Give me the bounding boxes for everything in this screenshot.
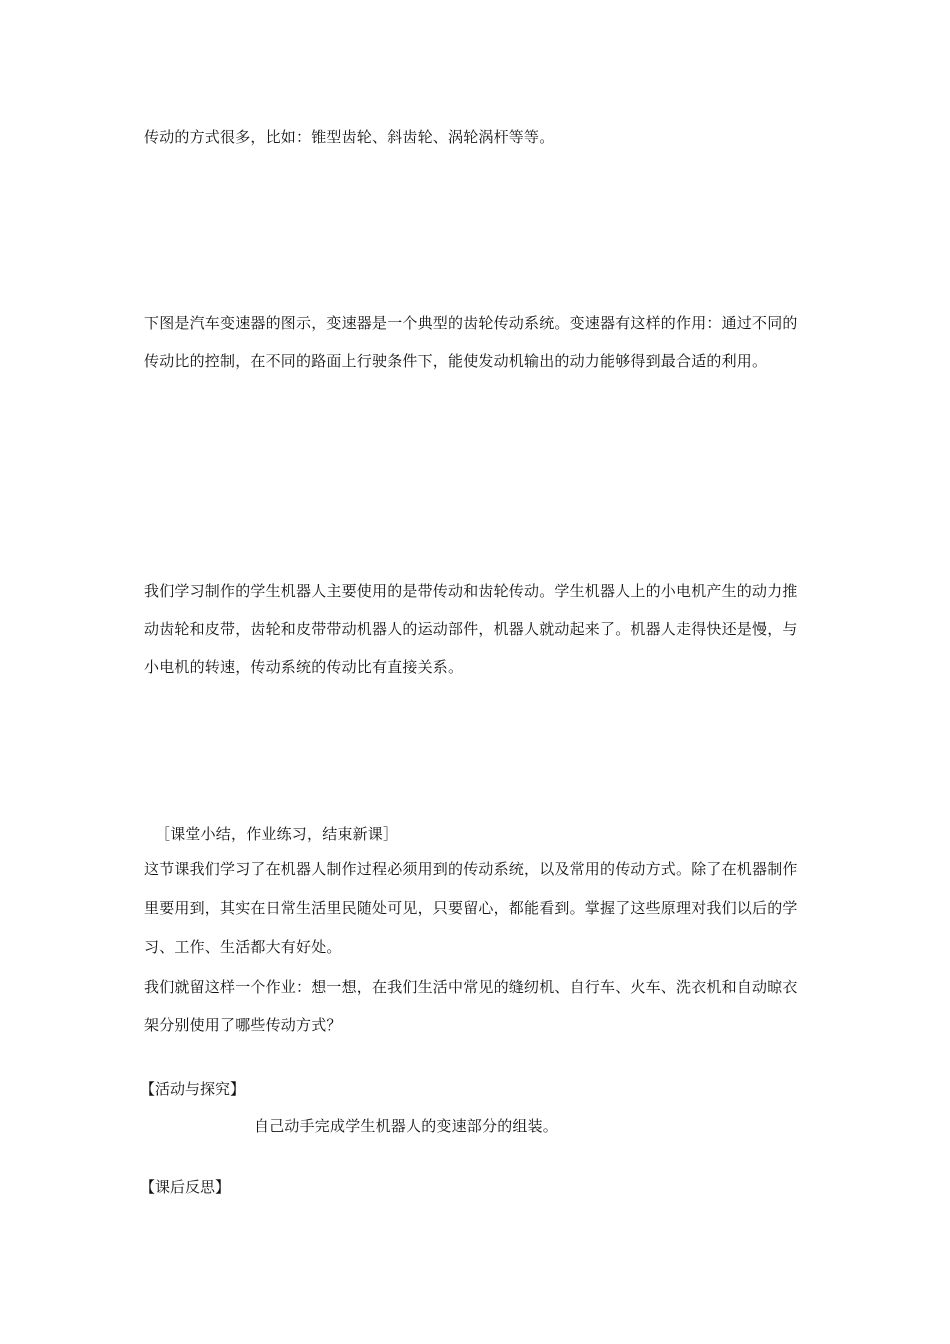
activity-heading: 【活动与探究】 bbox=[140, 1080, 246, 1098]
summary-heading: ［课堂小结，作业练习，结束新课］ bbox=[155, 825, 399, 843]
activity-text: 自己动手完成学生机器人的变速部分的组装。 bbox=[254, 1117, 559, 1135]
paragraph-student-robot: 我们学习制作的学生机器人主要使用的是带传动和齿轮传动。学生机器人上的小电机产生的动力推动齿轮和皮带，齿轮和皮带带动机器人的运动部件，机器人就动起来了。机器人走得快还是慢，与小电机的转速，传动系统的传动比有直接关系。 bbox=[144, 582, 798, 676]
paragraph-summary: 这节课我们学习了在机器人制作过程必须用到的传动系统，以及常用的传动方式。除了在机器制作里要用到，其实在日常生活里民随处可见，只要留心，都能看到。掌握了这些原理对我们以后的学习、工作、生活都大有好处。 bbox=[144, 860, 798, 956]
paragraph-homework: 我们就留这样一个作业：想一想，在我们生活中常见的缝纫机、自行车、火车、洗衣机和自动晾衣架分别使用了哪些传动方式？ bbox=[144, 978, 798, 1034]
reflection-heading: 【课后反思】 bbox=[140, 1178, 231, 1196]
paragraph-gearbox: 下图是汽车变速器的图示，变速器是一个典型的齿轮传动系统。变速器有这样的作用：通过不同的传动比的控制，在不同的路面上行驶条件下，能使发动机输出的动力能够得到最合适的利用。 bbox=[144, 314, 798, 370]
paragraph-transmission-types: 传动的方式很多，比如：锥型齿轮、斜齿轮、涡轮涡杆等等。 bbox=[144, 128, 555, 146]
